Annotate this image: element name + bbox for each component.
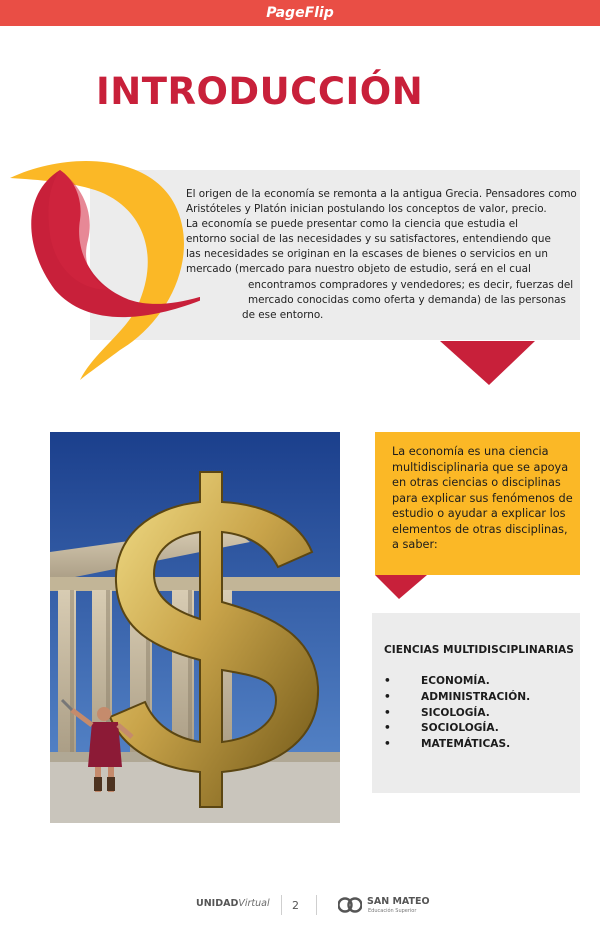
app-header-bar — [0, 0, 600, 26]
callout-line: multidisciplinaria que se apoya — [392, 460, 569, 474]
callout-line: a saber: — [392, 538, 438, 551]
callout-line: para explicar sus fenómenos de — [392, 491, 573, 505]
decorative-red-triangle — [440, 341, 535, 385]
intro-line: encontramos compradores y vendedores; es decir, fuerzas del — [248, 278, 574, 291]
ciencias-list — [384, 674, 530, 753]
callout-line: elementos de otras disciplinas, — [392, 522, 568, 536]
list-item-label: MATEMÁTICAS. — [421, 738, 511, 751]
intro-line: mercado conocidas como oferta y demanda) de las personas — [248, 293, 566, 306]
page-number: 2 — [292, 899, 299, 912]
callout-line: en otras ciencias o disciplinas — [392, 476, 561, 489]
intro-line: mercado (mercado para nuestro objeto de estudio, será en el cual — [186, 263, 531, 276]
intro-line: de ese entorno. — [242, 308, 324, 321]
list-item-label: SICOLOGÍA. — [421, 706, 490, 719]
bullet-glyph: • — [384, 690, 391, 703]
callout-text — [392, 444, 574, 553]
list-item — [384, 690, 530, 706]
logo-bold-text: UNIDAD — [196, 898, 239, 909]
bullet-glyph: • — [384, 738, 391, 751]
san-mateo-emblem-icon — [338, 895, 362, 915]
intro-line: entorno social de las necesidades y su satisfactores, entendiendo que — [186, 233, 551, 246]
bullet-glyph: • — [384, 722, 391, 735]
list-item — [384, 674, 530, 690]
intro-line: El origen de la economía se remonta a la antigua Grecia. Pensadores como — [186, 188, 577, 200]
callout-line: estudio o ayudar a explicar los — [392, 507, 566, 520]
decorative-swoosh-graphic — [0, 150, 200, 390]
intro-line: Aristóteles y Platón inician postulando los conceptos de valor, precio. — [186, 203, 547, 216]
san-mateo-name: SAN MATEO — [367, 896, 430, 907]
list-item — [384, 721, 530, 737]
callout-line: La economía es una ciencia — [392, 445, 549, 458]
list-item-label: ECONOMÍA. — [421, 675, 490, 687]
footer-divider — [316, 895, 317, 915]
san-mateo-subtitle: Educación Superior — [368, 908, 417, 914]
footer-divider — [281, 895, 282, 915]
list-item — [384, 706, 530, 722]
list-item-label: SOCIOLOGÍA. — [421, 722, 499, 735]
bullet-glyph: • — [384, 675, 391, 687]
app-name: PageFlip — [266, 5, 334, 21]
list-item-label: ADMINISTRACIÓN. — [421, 690, 531, 703]
list-item — [384, 737, 530, 753]
intro-text — [186, 187, 576, 323]
intro-line: La economía se puede presentar como la ciencia que estudia el — [186, 218, 518, 231]
decorative-red-triangle-small — [375, 575, 427, 599]
intro-line: las necesidades se originan en la escases de bienes o servicios en un — [186, 248, 548, 261]
logo-italic-text: Virtual — [238, 898, 270, 909]
page-title: INTRODUCCIÓN — [96, 70, 424, 113]
parthenon-dollar-photo — [50, 432, 340, 823]
bullet-glyph: • — [384, 706, 391, 719]
ciencias-title: CIENCIAS MULTIDISCIPLINARIAS — [384, 644, 574, 656]
unidad-virtual-logo — [196, 898, 270, 909]
